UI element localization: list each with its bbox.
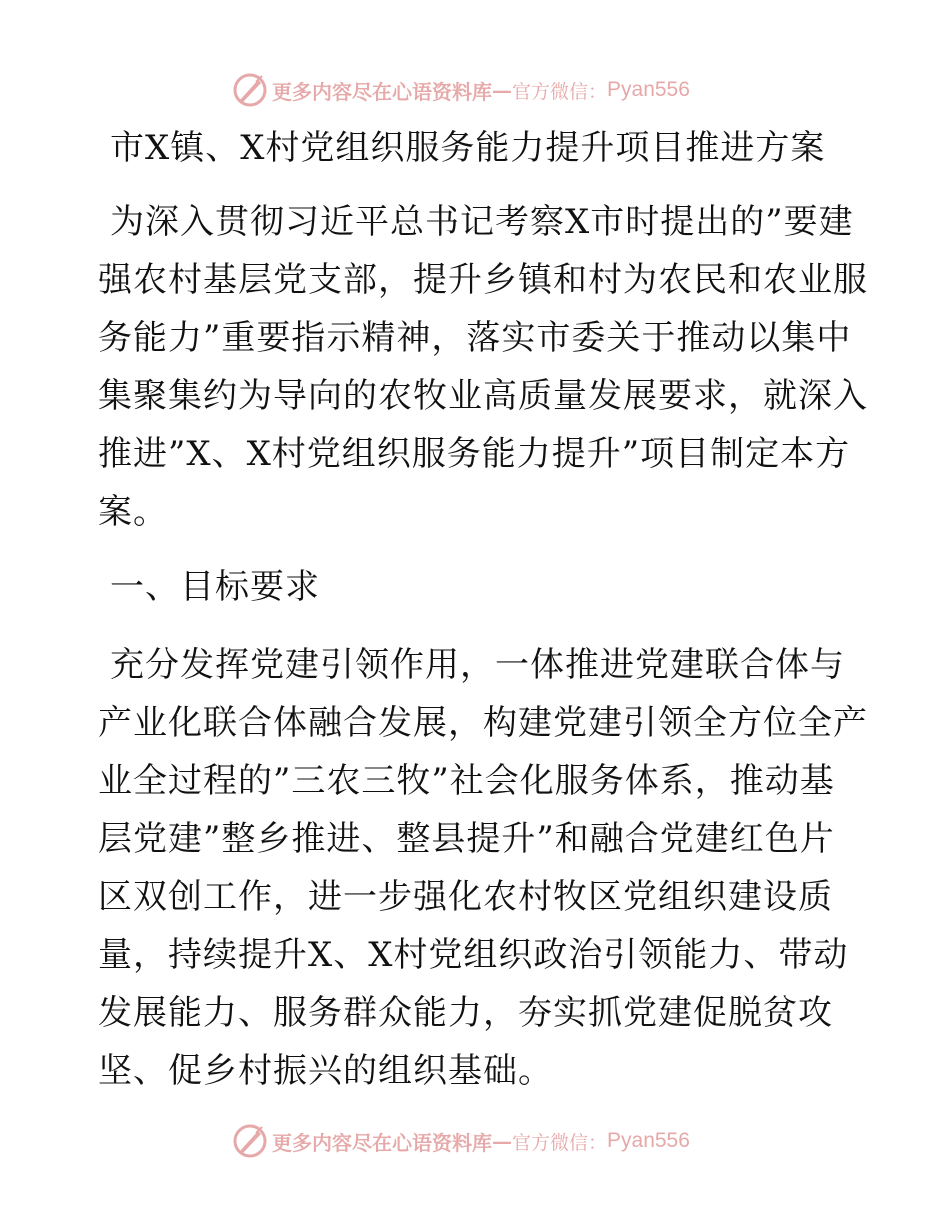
watermark-banner-top: [232, 70, 690, 110]
goals-paragraph: 充分发挥党建引领作用，一体推进党建联合体与产业化联合体融合发展，构建党建引领全方位全产业全过程的”三农三牧”社会化服务体系，推动基层党建”整乡推进、整县提升”和融合党建红色片区双创工作，进一步强化农村牧区党组织建设质量，持续提升X、X村党组织政治引领能力、带动发展能力、服务群众能力，夯实抓党建促脱贫攻坚、促乡村振兴的组织基础。: [98, 645, 868, 1091]
intro-paragraph: 为深入贯彻习近平总书记考察X市时提出的”要建强农村基层党支部，提升乡镇和村为农民和农业服务能力”重要指示精神，落实市委关于推动以集中集聚集约为导向的农牧业高质量发展要求，就深入推进”X、X村党组织服务能力提升”项目制定本方案。: [98, 202, 868, 532]
quill-pen-logo-icon: [232, 72, 268, 108]
watermark-wechat-label: 官方微信：: [512, 1131, 608, 1154]
watermark-library-text: 更多内容尽在心语资料库: [272, 1130, 492, 1155]
watermark-separator: —: [492, 1129, 512, 1153]
watermark-library-text: 更多内容尽在心语资料库: [272, 79, 492, 104]
section-heading-goals: 一、目标要求: [110, 567, 320, 607]
quill-pen-logo-icon: [232, 1123, 268, 1159]
document-title: 市X镇、X村党组织服务能力提升项目推进方案: [110, 128, 826, 168]
watermark-separator: —: [492, 78, 512, 102]
watermark-wechat-label: 官方微信：: [512, 80, 608, 103]
watermark-handle: Pyan556: [607, 1129, 690, 1152]
watermark-handle: Pyan556: [607, 78, 690, 101]
watermark-banner-bottom: [232, 1121, 690, 1161]
